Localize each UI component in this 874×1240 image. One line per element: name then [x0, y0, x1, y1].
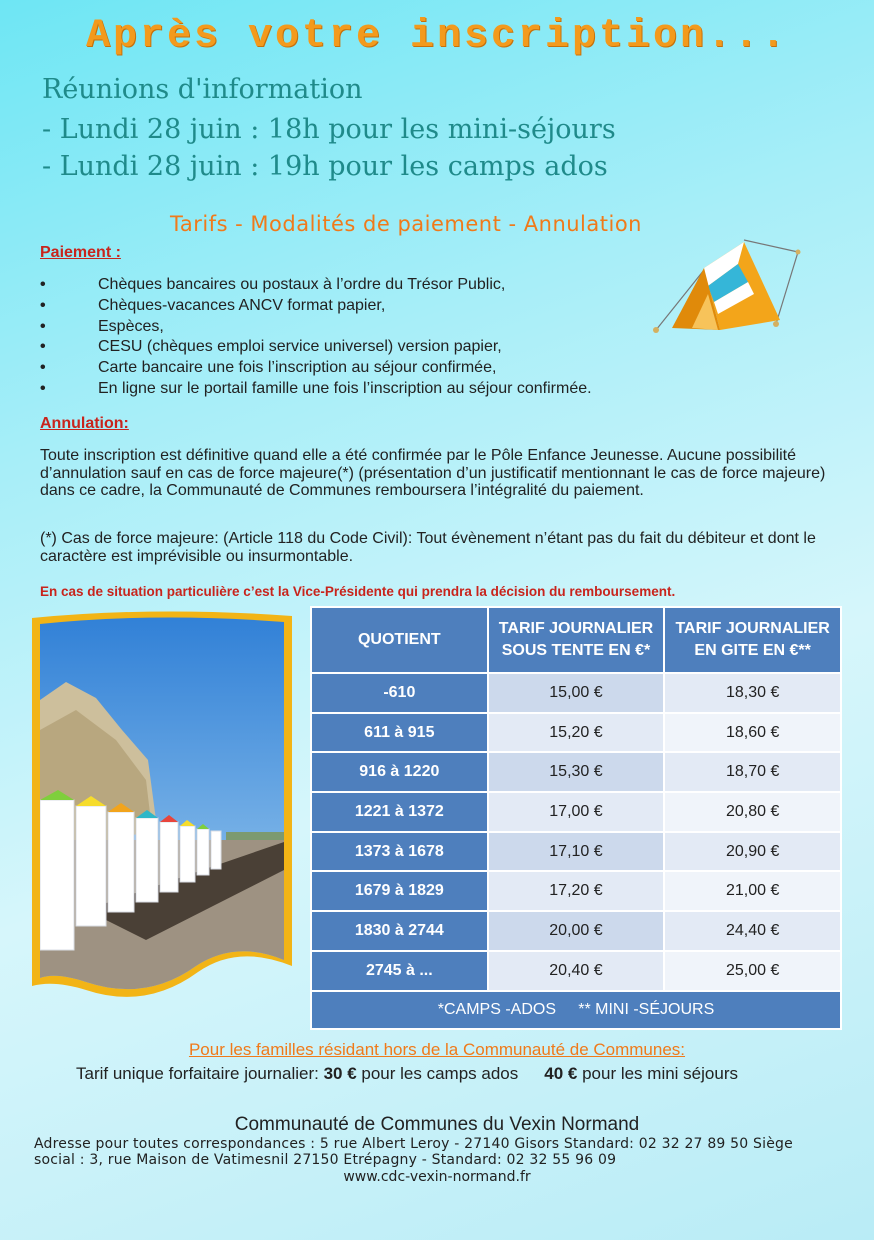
external-price-mini: 40 €: [544, 1064, 578, 1083]
gite-rate-cell: 21,00 €: [665, 872, 840, 910]
payment-item: • CESU (chèques emploi service universel) version papier,: [40, 337, 760, 358]
payment-heading: Paiement :: [40, 244, 121, 261]
special-note: En cas de situation particulière c’est la Vice-Présidente qui prendra la décision du remboursement.: [40, 584, 676, 599]
external-price-camps: 30 €: [323, 1064, 357, 1083]
external-text-mini: pour les mini séjours: [577, 1064, 738, 1083]
table-row: [312, 753, 840, 791]
organization-name: Communauté de Communes du Vexin Normand: [234, 1114, 640, 1135]
cancellation-heading: Annulation:: [40, 415, 129, 432]
tent-rate-cell: 15,30 €: [489, 753, 664, 791]
tent-rate-cell: 15,00 €: [489, 674, 664, 712]
payment-item: • Espèces,: [40, 317, 760, 338]
table-row: [312, 674, 840, 712]
external-text-camps: pour les camps ados: [356, 1064, 519, 1083]
tariff-table: [310, 606, 842, 1030]
gite-rate-cell: 20,90 €: [665, 833, 840, 871]
cancellation-paragraph: Toute inscription est définitive quand elle a été confirmée par le Pôle Enfance Jeunesse. Aucune possibilité d’annulation sauf en cas de force majeure(*) (présentation d’un justificatif mentionnant le cas de force majeure) dans ce cadre, la Communauté de Communes remboursera l’intégralité du paiement.: [40, 447, 826, 499]
tent-rate-cell: 20,40 €: [489, 952, 664, 990]
meeting-title: Réunions d'information: [42, 74, 363, 105]
tarifs-title: Tarifs - Modalités de paiement - Annulation: [169, 212, 642, 236]
quotient-cell: -610: [312, 674, 487, 712]
table-header-row: [312, 608, 840, 672]
meeting-line-2: - Lundi 28 juin : 19h pour les camps ados: [42, 151, 608, 182]
table-row: [312, 714, 840, 752]
external-rate-label: Tarif unique forfaitaire journalier:: [76, 1064, 324, 1083]
quotient-cell: 916 à 1220: [312, 753, 487, 791]
header-gite-rate: TARIF JOURNALIER EN GITE EN €**: [665, 608, 840, 672]
organization-website: www.cdc-vexin-normand.fr: [343, 1169, 531, 1185]
payment-list: [40, 275, 760, 400]
tent-rate-cell: 17,00 €: [489, 793, 664, 831]
quotient-cell: 1373 à 1678: [312, 833, 487, 871]
quotient-cell: 1221 à 1372: [312, 793, 487, 831]
table-row: [312, 793, 840, 831]
gite-rate-cell: 24,40 €: [665, 912, 840, 950]
main-title: Après votre inscription...: [85, 14, 789, 59]
table-row: [312, 872, 840, 910]
quotient-cell: 1679 à 1829: [312, 872, 487, 910]
header-tent-rate: TARIF JOURNALIER SOUS TENTE EN €*: [489, 608, 664, 672]
table-footer-row: [312, 992, 840, 1028]
quotient-cell: 2745 à ...: [312, 952, 487, 990]
payment-item: • Carte bancaire une fois l’inscription au séjour confirmée,: [40, 358, 760, 379]
external-families-heading: Pour les familles résidant hors de la Communauté de Communes:: [188, 1040, 686, 1059]
gite-rate-cell: 18,70 €: [665, 753, 840, 791]
table-row: [312, 912, 840, 950]
tent-rate-cell: 17,20 €: [489, 872, 664, 910]
header-quotient: QUOTIENT: [312, 608, 487, 672]
tent-rate-cell: 17,10 €: [489, 833, 664, 871]
meeting-line-1: - Lundi 28 juin : 18h pour les mini-séjours: [42, 114, 616, 145]
gite-rate-cell: 18,60 €: [665, 714, 840, 752]
table-row: [312, 952, 840, 990]
beach-huts-photo: [26, 610, 298, 1010]
organization-address: Adresse pour toutes correspondances : 5 rue Albert Leroy - 27140 Gisors Standard: 02 32 27 89 50 Siège social : 3, rue Maison de Vatimesnil 27150 Etrépagny - Standard: 02 32 55 96 09: [34, 1136, 793, 1168]
tent-rate-cell: 15,20 €: [489, 714, 664, 752]
payment-item: • En ligne sur le portail famille une fois l’inscription au séjour confirmée.: [40, 379, 760, 400]
payment-item: • Chèques bancaires ou postaux à l’ordre du Trésor Public,: [40, 275, 760, 296]
quotient-cell: 611 à 915: [312, 714, 487, 752]
table-footer-note: *CAMPS -ADOS ** MINI -SÉJOURS: [312, 992, 840, 1028]
external-rate-line: [76, 1064, 738, 1084]
table-row: [312, 833, 840, 871]
tent-rate-cell: 20,00 €: [489, 912, 664, 950]
gite-rate-cell: 18,30 €: [665, 674, 840, 712]
payment-item: • Chèques-vacances ANCV format papier,: [40, 296, 760, 317]
gite-rate-cell: 20,80 €: [665, 793, 840, 831]
force-majeure-paragraph: (*) Cas de force majeure: (Article 118 du Code Civil): Tout évènement n’étant pas du fait du débiteur et dont le caractère est imprévisible ou insurmontable.: [40, 530, 816, 565]
quotient-cell: 1830 à 2744: [312, 912, 487, 950]
gite-rate-cell: 25,00 €: [665, 952, 840, 990]
